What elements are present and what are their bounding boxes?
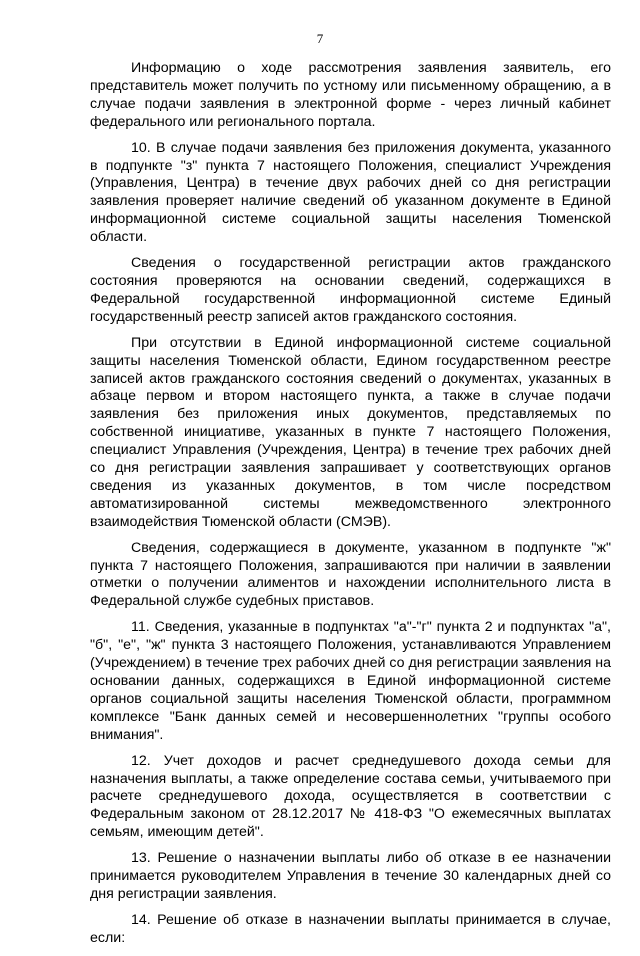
document-body [90, 60, 611, 956]
paragraph-civil-registration: Сведения о государственной регистрации актов гражданского состояния проверяются на основании сведений, содержащихся в Федеральной государственной информационной системе Единый государственный реестр записей актов гражданского состояния. [90, 255, 611, 325]
paragraph-item-13: 13. Решение о назначении выплаты либо об отказе в ее назначении принимается руководителем Управления в течение 30 календарных дней со дня регистрации заявления. [90, 850, 611, 902]
page-number: 7 [316, 31, 324, 46]
paragraph-alimony-info: Сведения, содержащиеся в документе, указанном в подпункте "ж" пункта 7 настоящего Положения, запрашиваются при наличии в заявлении отметки о получении алиментов и нахождении исполнительного листа в Федеральной службе судебных приставов. [90, 539, 611, 610]
paragraph-item-10: 10. В случае подачи заявления без приложения документа, указанного в подпункте "з" пункта 7 настоящего Положения, специалист Учреждения (Управления, Центра) в течение двух рабочих дней со дня регистрации заявления проверяет наличие сведений об указанном документе в Единой информационной системе социальной защиты населения Тюменской области. [90, 139, 611, 246]
paragraph-item-14: 14. Решение об отказе в назначении выплаты принимается в случае, если: [90, 911, 611, 946]
paragraph-info-on-review: Информацию о ходе рассмотрения заявления заявитель, его представитель может получить по устному или письменному обращению, а в случае подачи заявления в электронной форме - через личный кабинет федерального или регионального портала. [90, 60, 611, 130]
paragraph-item-12: 12. Учет доходов и расчет среднедушевого дохода семьи для назначения выплаты, а также определение состава семьи, учитываемого при расчете среднедушевого дохода, осуществляется в соответствии с Федеральным законом от 28.12.2017 № 418-ФЗ "О ежемесячных выплатах семьям, имеющим детей". [90, 752, 611, 841]
paragraph-item-11: 11. Сведения, указанные в подпунктах "а"-"г" пункта 2 и подпунктах "а", "б", "е", "ж" пункта 3 настоящего Положения, устанавливаются Управлением (Учреждением) в течение трех рабочих дней со дня регистрации заявления на основании данных, содержащихся в Единой информационной системе органов социальной защиты населения Тюменской области, программном комплексе "Банк данных семей и несовершеннолетних "группы особого внимания". [90, 619, 611, 743]
paragraph-absence-of-data: При отсутствии в Единой информационной системе социальной защиты населения Тюменской области, Едином государственном реестре записей актов гражданского состояния сведений о документах, указанных в абзаце первом и втором настоящего пункта, а также в случае подачи заявления без приложения иных документов, представляемых по собственной инициативе, указанных в пункте 7 настоящего Положения, специалист Управления (Учреждения, Центра) в течение трех рабочих дней со дня регистрации заявления запрашивает у соответствующих органов сведения из указанных документов, в том числе посредством автоматизированной системы межведомственного электронного взаимодействия Тюменской области (СМЭВ). [90, 334, 611, 530]
